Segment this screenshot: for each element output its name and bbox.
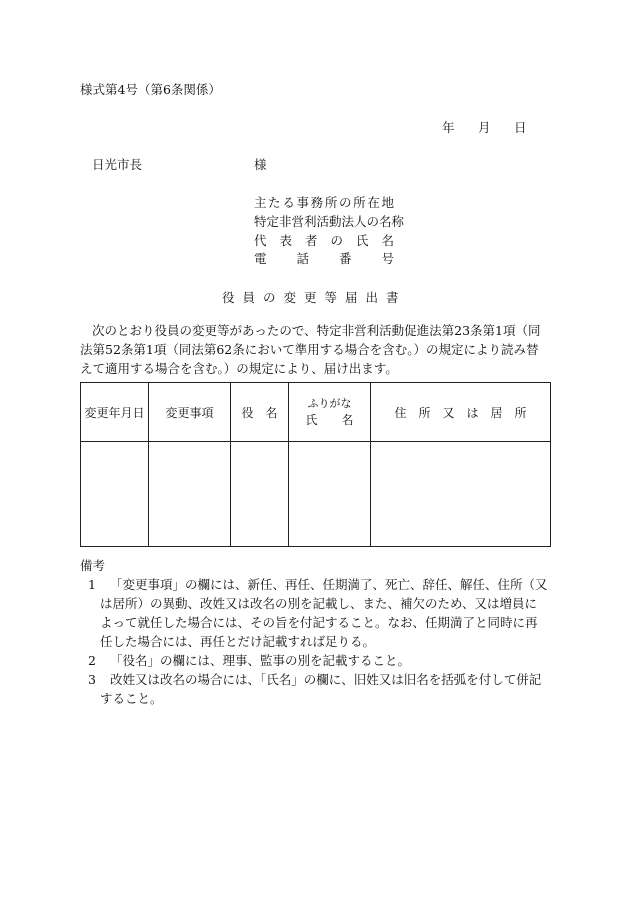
cell-position[interactable]: [231, 442, 289, 547]
header-name: [289, 383, 371, 442]
date-year: 年: [442, 120, 455, 135]
furigana-label: ふりがな: [307, 396, 352, 410]
change-table: [80, 382, 551, 547]
cell-name[interactable]: [289, 442, 371, 547]
header-change-item: 変更事項: [149, 383, 231, 442]
cell-change-date[interactable]: [81, 442, 149, 547]
cell-change-item[interactable]: [149, 442, 231, 547]
cell-address[interactable]: [371, 442, 551, 547]
name-label: 氏 名: [305, 412, 354, 427]
corporation-name-label: 特定非営利活動法人の名称: [254, 214, 405, 229]
body-text: 次のとおり役員の変更等があったので、特定非営利活動促進法第23条第1項（同法第52条第1項（同法第62条において準用する場合を含む。）の規定により読み替えて適用する場合を含む。）の規定により、届け出ます。: [80, 323, 541, 376]
note-item: 2 「役名」の欄には、理事、監事の別を記載すること。: [88, 653, 411, 668]
phone-number-label: 電話番号: [254, 251, 394, 266]
form-number: 様式第4号（第6条関係）: [80, 82, 221, 97]
date-line: [442, 118, 527, 136]
office-address-label: 主たる事務所の所在地: [254, 195, 394, 210]
table-row: [81, 442, 551, 547]
representative-name-label: 代表者の氏名: [254, 233, 394, 248]
document-title: 役員の変更等届出書: [222, 290, 407, 305]
notes-heading: 備考: [80, 558, 106, 573]
addressee-name: 日光市長: [92, 157, 143, 172]
note-item: 1 「変更事項」の欄には、新任、再任、任期満了、死亡、辞任、解任、住所（又は居所）の異動、改姓又は改名の別を記載し、また、補欠のため、又は増員によって就任した場合には、その旨を付記すること。なお、任期満了と同時に再任した場合には、再任とだけ記載すれば足りる。: [88, 577, 548, 649]
note-item: 3 改姓又は改名の場合には、「氏名」の欄に、旧姓又は旧名を括弧を付して併記すること。: [88, 672, 542, 706]
header-position: 役 名: [231, 383, 289, 442]
date-day: 日: [514, 120, 527, 135]
table-header-row: [81, 383, 551, 442]
addressee-suffix: 様: [254, 157, 267, 172]
header-address: 住 所 又 は 居 所: [371, 383, 551, 442]
header-change-date: 変更年月日: [81, 383, 149, 442]
date-month: 月: [478, 120, 491, 135]
